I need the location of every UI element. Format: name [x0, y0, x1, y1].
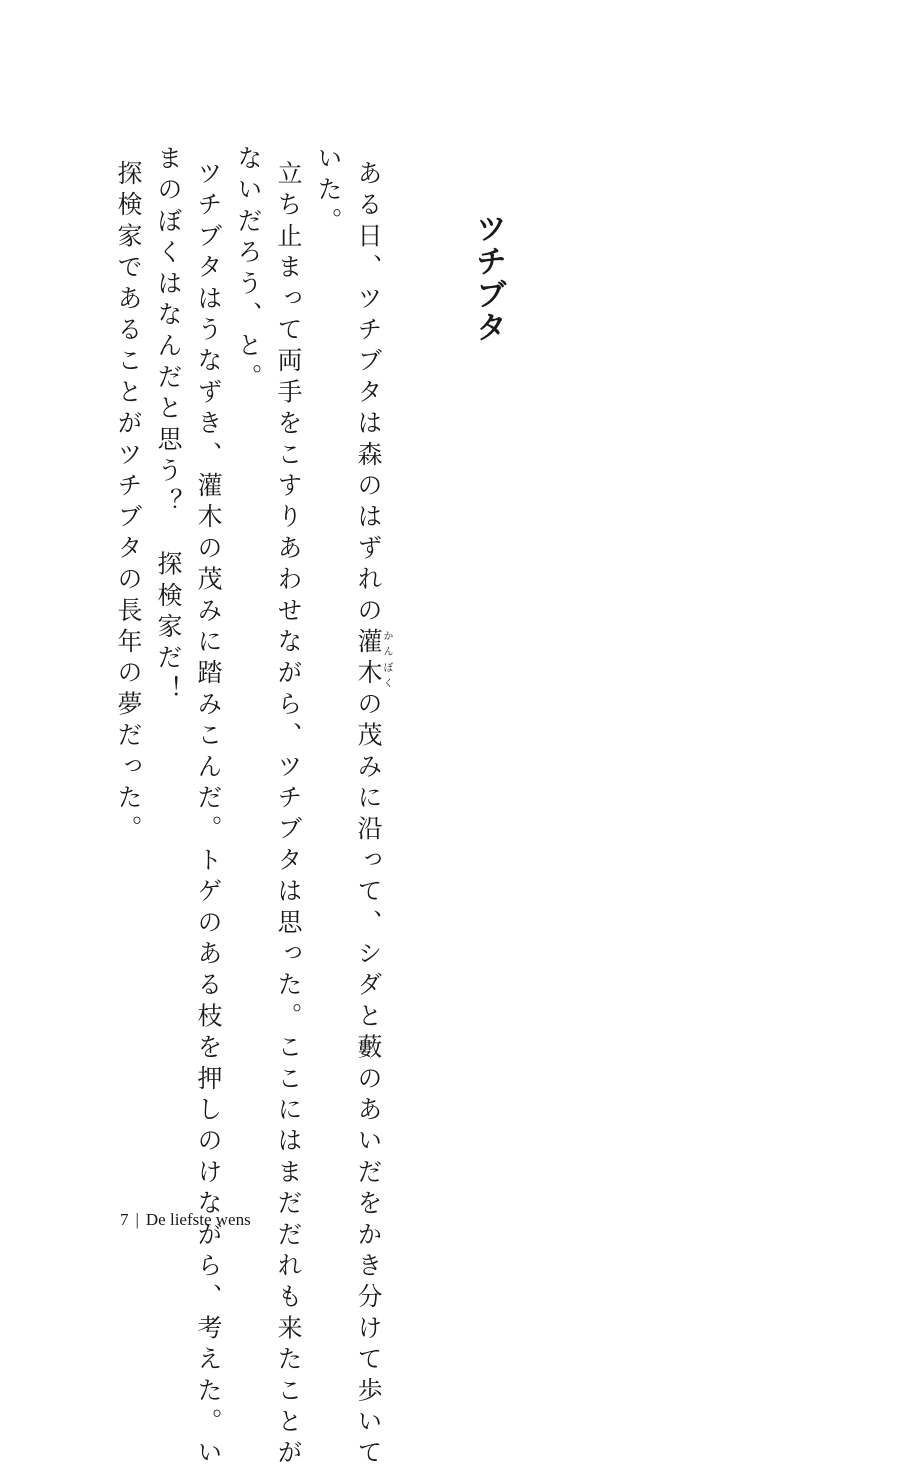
text-line-6: まのぼくはなんだと思う？ 探検家だ！	[154, 145, 183, 707]
text-line-1	[356, 160, 392, 1470]
page-footer	[120, 1210, 251, 1230]
ruby-kanboku	[354, 628, 392, 691]
ruby-reading: かんぼく	[381, 628, 392, 691]
text-line-4: ないだろう、と。	[234, 145, 263, 395]
text-line-3: 立ち止まって両手をこすりあわせながら、ツチブタは思った。ここにはまだだれも来たことが	[274, 160, 303, 1470]
ruby-base: 灌木	[354, 628, 383, 691]
page-number: 7	[120, 1210, 129, 1229]
text-line-5: ツチブタはうなずき、灌木の茂みに踏みこんだ。トゲのある枝を押しのけながら、考えた。い	[194, 160, 223, 1470]
text-line-7: 探検家であることがツチブタの長年の夢だった。	[114, 160, 143, 847]
book-title: De liefste wens	[145, 1210, 251, 1229]
text-line-1-pre: ある日、ツチブタは森のはずれの	[354, 160, 383, 628]
chapter-title: ツチブタ	[470, 212, 506, 344]
text-line-2: いた。	[314, 145, 343, 239]
footer-separator: |	[135, 1210, 139, 1229]
text-line-1-post: の茂みに沿って、シダと藪のあいだをかき分けて歩いて	[354, 690, 383, 1470]
